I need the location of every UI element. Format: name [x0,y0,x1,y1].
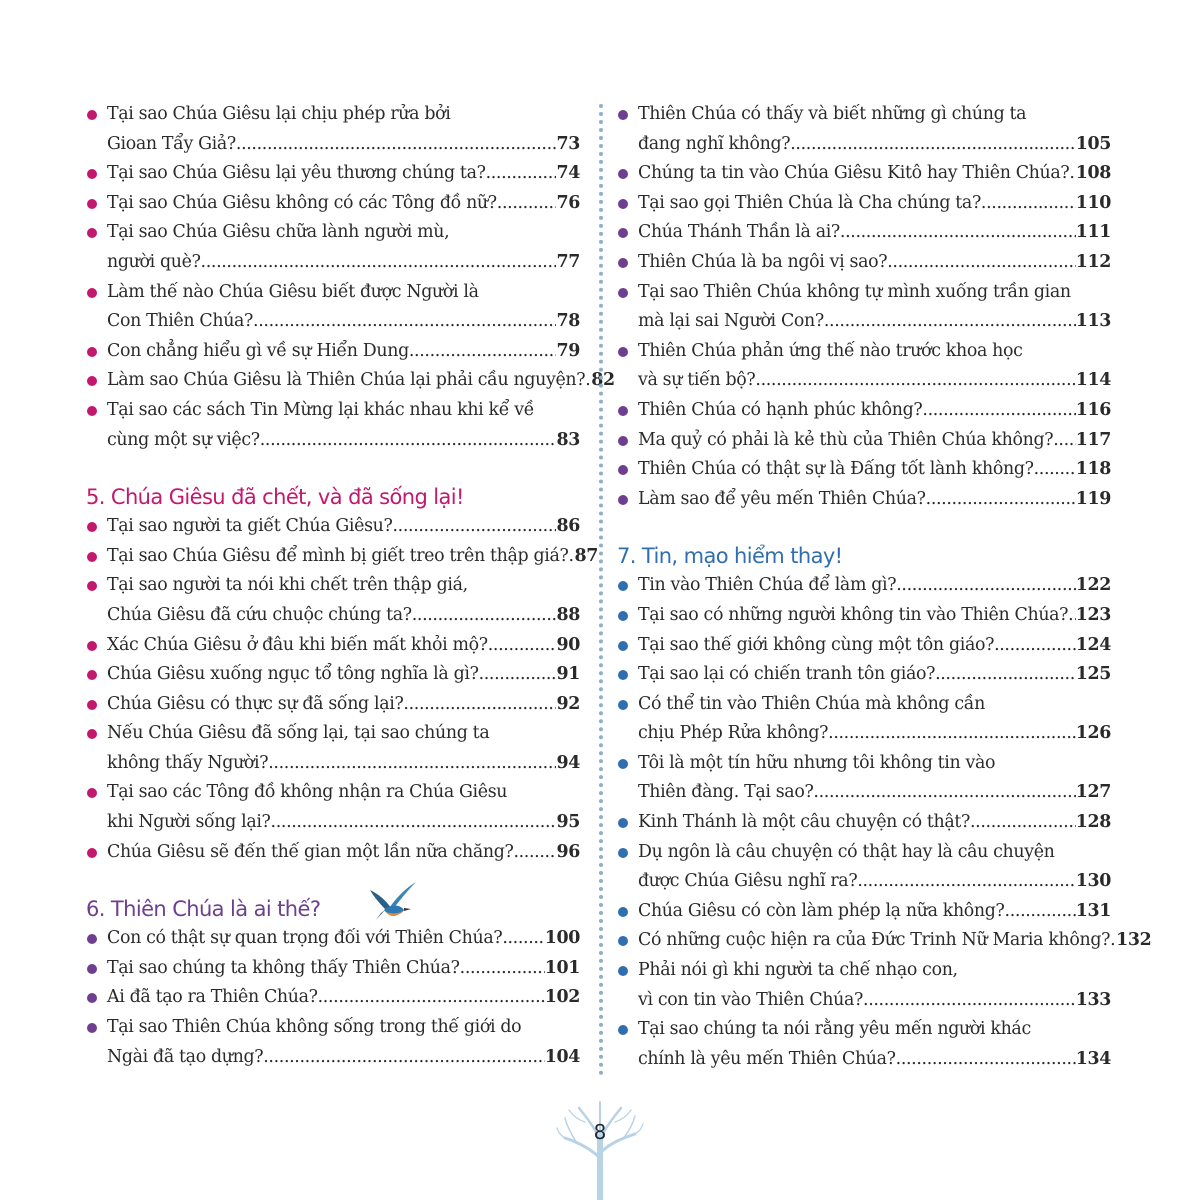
toc-entry-text: Làm thế nào Chúa Giêsu biết được Người là [107,281,479,302]
toc-entry-text: Phải nói gì khi người ta chế nhạo con, [638,960,958,981]
bullet-icon [87,110,97,120]
toc-page-number: 122 [1075,575,1111,596]
toc-entry-text: Tại sao Thiên Chúa không sống trong thế giới do [107,1017,522,1038]
toc-page-number: 118 [1075,459,1111,480]
toc-entry-text: Có thể tin vào Thiên Chúa mà không cần [638,693,985,714]
page-number: 8 [593,1120,607,1144]
toc-entry[interactable] [617,631,1111,661]
toc-entry-text: Tại sao Chúa Giêsu không có các Tông đồ nữ? [107,192,497,213]
toc-entry-text: Tại sao các sách Tin Mừng lại khác nhau khi kể về [107,399,535,420]
dot-leader [813,778,1075,808]
toc-page-number: 127 [1075,782,1111,803]
dot-leader [403,690,556,720]
bullet-icon [618,966,628,976]
toc-entry[interactable] [86,337,580,367]
bullet-icon [618,670,628,680]
toc-entry-text: Chúng ta tin vào Chúa Giêsu Kitô hay Thiên Chúa? [638,163,1070,184]
dot-leader [755,366,1075,396]
toc-entry-text: Tin vào Thiên Chúa để làm gì? [638,575,897,596]
toc-entry-text: Tại sao Chúa Giêsu chữa lành người mù, [107,222,450,243]
dot-leader [926,485,1076,515]
bullet-icon [87,581,97,591]
toc-page-number: 92 [556,693,580,714]
toc-page-number: 94 [556,752,580,773]
dot-leader [1005,897,1076,927]
dot-leader [840,218,1076,248]
dot-leader [392,512,556,542]
toc-entry-text: Thiên Chúa có hạnh phúc không? [638,399,923,420]
dot-leader [828,719,1076,749]
toc-entry[interactable] [86,542,598,572]
toc-page-number: 102 [544,987,580,1008]
bullet-icon [618,288,628,298]
dot-leader [236,130,557,160]
toc-entry[interactable] [617,571,1111,601]
toc-entry-text: và sự tiến bộ? [638,370,756,391]
toc-page-number: 82 [591,370,615,391]
bullet-icon [87,347,97,357]
toc-entry[interactable] [617,838,1111,897]
toc-entry-text: Nếu Chúa Giêsu đã sống lại, tại sao chúng ta [107,723,490,744]
toc-page-number: 100 [544,928,580,949]
bullet-icon [618,700,628,710]
toc-page-number: 87 [574,545,598,566]
toc-entry[interactable] [86,189,580,219]
toc-page-number: 79 [556,340,580,361]
toc-entry[interactable] [617,956,1111,1015]
toc-entry-text: Tại sao chúng ta nói rằng yêu mến người khác [638,1019,1031,1040]
toc-page-number: 78 [556,311,580,332]
bullet-icon [87,641,97,651]
toc-entry-text: Xác Chúa Giêsu ở đâu khi biến mất khỏi mộ? [107,634,488,655]
toc-entry[interactable] [86,838,580,868]
toc-entry-text: Tại sao Chúa Giêsu để mình bị giết treo trên thập giá? [107,545,569,566]
bullet-icon [87,670,97,680]
toc-entry-text: Con chẳng hiểu gì về sự Hiển Dung [107,340,409,361]
bullet-icon [618,258,628,268]
toc-entry-text: khi Người sống lại? [107,812,271,833]
toc-page-number: 73 [556,133,580,154]
toc-entry-text: Thiên đàng. Tại sao? [638,782,814,803]
toc-entry[interactable] [86,366,615,396]
dot-leader [994,631,1076,661]
toc-page-number: 91 [556,664,580,685]
toc-entry-text: Thiên Chúa phản ứng thế nào trước khoa học [638,340,1023,361]
toc-entry[interactable] [86,924,580,954]
dot-leader [513,838,556,868]
toc-entry-text: đang nghĩ không? [638,133,791,154]
bullet-icon [87,1023,97,1033]
toc-entry[interactable] [86,954,580,984]
toc-entry-text: Chúa Giêsu xuống ngục tổ tông nghĩa là gì? [107,664,479,685]
bullet-icon [87,700,97,710]
toc-entry[interactable] [617,189,1111,219]
toc-list [86,924,580,1072]
toc-entry[interactable] [617,660,1111,690]
toc-entry-text: mà lại sai Người Con? [638,311,824,332]
bullet-icon [618,1025,628,1035]
dot-leader [479,660,557,690]
toc-entry[interactable] [617,601,1111,631]
section-title: 7. Tin, mạo hiểm thay! [617,544,843,569]
bullet-icon [87,376,97,386]
toc-entry[interactable] [617,396,1111,426]
toc-entry-text: Tại sao lại có chiến tranh tôn giáo? [638,664,936,685]
toc-entry-text: Chúa Giêsu có thực sự đã sống lại? [107,693,404,714]
dot-leader [1068,601,1076,631]
bullet-icon [87,788,97,798]
toc-entry[interactable] [617,485,1111,515]
bullet-icon [87,934,97,944]
dot-leader [271,808,557,838]
dot-leader [863,986,1076,1016]
toc-entry-text: chịu Phép Rửa không? [638,723,829,744]
dot-leader [981,189,1076,219]
toc-entry-text: Tại sao người ta nói khi chết trên thập giá, [107,575,468,596]
toc-entry[interactable] [86,571,580,630]
dot-leader [502,924,544,954]
bullet-icon [87,406,97,416]
toc-page-number: 104 [544,1046,580,1067]
toc-entry-text: Làm sao Chúa Giêsu là Thiên Chúa lại phải cầu nguyện? [107,370,586,391]
toc-page-number: 114 [1075,370,1111,391]
dot-leader [896,1045,1076,1075]
toc-entry-text: Có những cuộc hiện ra của Đức Trinh Nữ Maria không? [638,930,1111,951]
dot-leader [857,867,1075,897]
toc-page-number: 101 [544,957,580,978]
toc-entry-text: Chúa Giêsu sẽ đến thế gian một lần nữa chăng? [107,841,514,862]
bullet-icon [618,759,628,769]
bullet-icon [618,436,628,446]
toc-entry-text: Con có thật sự quan trọng đối với Thiên Chúa? [107,928,503,949]
dot-leader [1053,426,1075,456]
bullet-icon [618,199,628,209]
toc-page-number: 110 [1075,192,1111,213]
bullet-icon [618,581,628,591]
bullet-icon [87,288,97,298]
toc-page-number: 123 [1075,604,1111,625]
toc-entry-text: Ma quỷ có phải là kẻ thù của Thiên Chúa không? [638,429,1054,450]
toc-entry-text: Tại sao gọi Thiên Chúa là Cha chúng ta? [638,192,981,213]
toc-entry-text: Thiên Chúa là ba ngôi vị sao? [638,251,888,272]
toc-page-number: 119 [1075,488,1111,509]
bullet-icon [618,495,628,505]
toc-page-number: 112 [1075,251,1111,272]
bullet-icon [618,465,628,475]
bullet-icon [618,406,628,416]
toc-entry[interactable] [617,455,1111,485]
dot-leader [260,426,557,456]
toc-entry[interactable] [617,159,1111,189]
toc-entry[interactable] [617,248,1111,278]
toc-entry[interactable] [86,778,580,837]
toc-page-number: 130 [1075,871,1111,892]
dotted-divider [599,104,603,1076]
bullet-icon [618,169,628,179]
toc-entry-text: Thiên Chúa có thấy và biết những gì chúng ta [638,104,1027,124]
dot-leader [970,808,1076,838]
toc-page-number: 128 [1075,812,1111,833]
dot-leader [488,631,557,661]
toc-list [86,512,598,867]
dot-leader [1034,455,1076,485]
toc-entry-text: Tại sao các Tông đồ không nhận ra Chúa Giêsu [107,782,508,803]
toc-page-number: 77 [556,251,580,272]
toc-entry[interactable] [617,1015,1111,1074]
toc-entry[interactable] [86,983,580,1013]
bird-icon [364,880,422,926]
toc-entry-text: Tôi là một tín hữu nhưng tôi không tin vào [638,752,996,773]
toc-entry-text: Tại sao Thiên Chúa không tự mình xuống trần gian [638,281,1071,302]
dot-leader [824,307,1076,337]
dot-leader [887,248,1076,278]
toc-page-number: 117 [1075,429,1111,450]
toc-page-number: 105 [1075,133,1111,154]
dot-leader [201,248,557,278]
bullet-icon [618,907,628,917]
toc-entry-text: không thấy Người? [107,752,269,773]
toc-entry-text: Tại sao có những người không tin vào Thiên Chúa? [638,604,1069,625]
toc-entry-text: Tại sao người ta giết Chúa Giêsu? [107,516,393,537]
toc-page-number: 116 [1075,399,1111,420]
toc-entry-text: Ai đã tạo ra Thiên Chúa? [107,987,318,1008]
dot-leader [486,159,557,189]
dot-leader [318,983,545,1013]
toc-page-number: 90 [556,634,580,655]
toc-entry-text: vì con tin vào Thiên Chúa? [638,989,864,1010]
toc-entry[interactable] [86,660,580,690]
toc-entry-text: người què? [107,251,201,272]
toc-left-column [86,100,615,1072]
toc-entry-text: Chúa Giêsu có còn làm phép lạ nữa không? [638,900,1005,921]
bullet-icon [87,993,97,1003]
toc-entry[interactable] [86,512,580,542]
toc-page-number: 96 [556,841,580,862]
toc-page-number: 111 [1075,222,1111,243]
toc-page-number: 76 [556,192,580,213]
bullet-icon [87,228,97,238]
toc-entry[interactable] [617,690,1111,749]
dot-leader [268,749,556,779]
toc-page-number: 125 [1075,664,1111,685]
toc-entry-text: Kinh Thánh là một câu chuyện có thật? [638,812,970,833]
toc-entry-text: Tại sao Chúa Giêsu lại yêu thương chúng ta? [107,163,486,184]
toc-page-number: 88 [556,604,580,625]
toc-entry-text: chính là yêu mến Thiên Chúa? [638,1048,896,1069]
toc-entry-text: Ngài đã tạo dựng? [107,1046,264,1067]
dot-leader [412,601,557,631]
toc-entry[interactable] [617,337,1111,396]
toc-entry-text: Con Thiên Chúa? [107,311,254,332]
toc-entry[interactable] [617,749,1111,808]
dot-leader [497,189,557,219]
bullet-icon [618,818,628,828]
toc-list [86,100,615,455]
toc-entry-text: Tại sao Chúa Giêsu lại chịu phép rửa bởi [107,104,451,124]
toc-page-number: 74 [556,163,580,184]
bullet-icon [618,848,628,858]
bullet-icon [618,228,628,238]
toc-list [617,571,1152,1074]
toc-page-number: 108 [1075,163,1111,184]
bullet-icon [87,169,97,179]
bullet-icon [87,522,97,532]
toc-entry-text: cùng một sự việc? [107,429,260,450]
dot-leader [253,307,556,337]
toc-entry[interactable] [86,218,580,277]
dot-leader [922,396,1075,426]
toc-page-number: 124 [1075,634,1111,655]
toc-page-number: 131 [1075,900,1111,921]
toc-entry-text: Chúa Thánh Thần là ai? [638,222,840,243]
toc-entry[interactable] [617,808,1111,838]
bullet-icon [87,199,97,209]
toc-entry[interactable] [86,278,580,337]
toc-entry[interactable] [617,218,1111,248]
dot-leader [935,660,1076,690]
toc-entry[interactable] [86,100,580,159]
toc-entry[interactable] [617,426,1111,456]
dot-leader [896,571,1075,601]
toc-entry-text: Gioan Tẩy Giả? [107,133,236,154]
dot-leader [460,954,545,984]
bullet-icon [87,964,97,974]
toc-entry[interactable] [86,159,580,189]
toc-entry[interactable] [617,926,1152,956]
toc-page-number: 132 [1116,930,1152,951]
toc-entry-text: Chúa Giêsu đã cứu chuộc chúng ta? [107,604,412,625]
dot-leader [790,130,1075,160]
toc-entry-text: được Chúa Giêsu nghĩ ra? [638,871,858,892]
toc-entry[interactable] [86,719,580,778]
toc-right-column [617,100,1152,1074]
toc-page-number: 133 [1075,989,1111,1010]
bullet-icon [618,347,628,357]
section-title: 6. Thiên Chúa là ai thế? [86,897,321,922]
toc-entry[interactable] [617,897,1111,927]
toc-entry-text: Làm sao để yêu mến Thiên Chúa? [638,488,926,509]
toc-list [617,100,1111,514]
bullet-icon [87,848,97,858]
section-title: 5. Chúa Giêsu đã chết, và đã sống lại! [86,485,464,510]
toc-entry-text: Dụ ngôn là câu chuyện có thật hay là câu chuyện [638,841,1055,862]
toc-page-number: 83 [556,429,580,450]
bullet-icon [618,110,628,120]
toc-page-number: 113 [1075,311,1111,332]
toc-page-number: 134 [1075,1048,1111,1069]
toc-entry-text: Tại sao chúng ta không thấy Thiên Chúa? [107,957,460,978]
toc-entry[interactable] [86,690,580,720]
toc-entry[interactable] [86,1013,580,1072]
toc-entry-text: Tại sao thế giới không cùng một tôn giáo? [638,634,995,655]
toc-entry[interactable] [86,396,580,455]
bullet-icon [618,641,628,651]
toc-entry[interactable] [617,100,1111,159]
tree-icon [555,1098,645,1200]
bullet-icon [87,552,97,562]
toc-entry[interactable] [86,631,580,661]
toc-entry-text: Thiên Chúa có thật sự là Đấng tốt lành không? [638,459,1034,480]
toc-page-number: 126 [1075,723,1111,744]
bullet-icon [618,611,628,621]
bullet-icon [87,729,97,739]
toc-page-number: 86 [556,516,580,537]
bullet-icon [618,936,628,946]
dot-leader [263,1043,545,1073]
toc-page-number: 95 [556,812,580,833]
toc-entry[interactable] [617,278,1111,337]
dot-leader [409,337,557,367]
